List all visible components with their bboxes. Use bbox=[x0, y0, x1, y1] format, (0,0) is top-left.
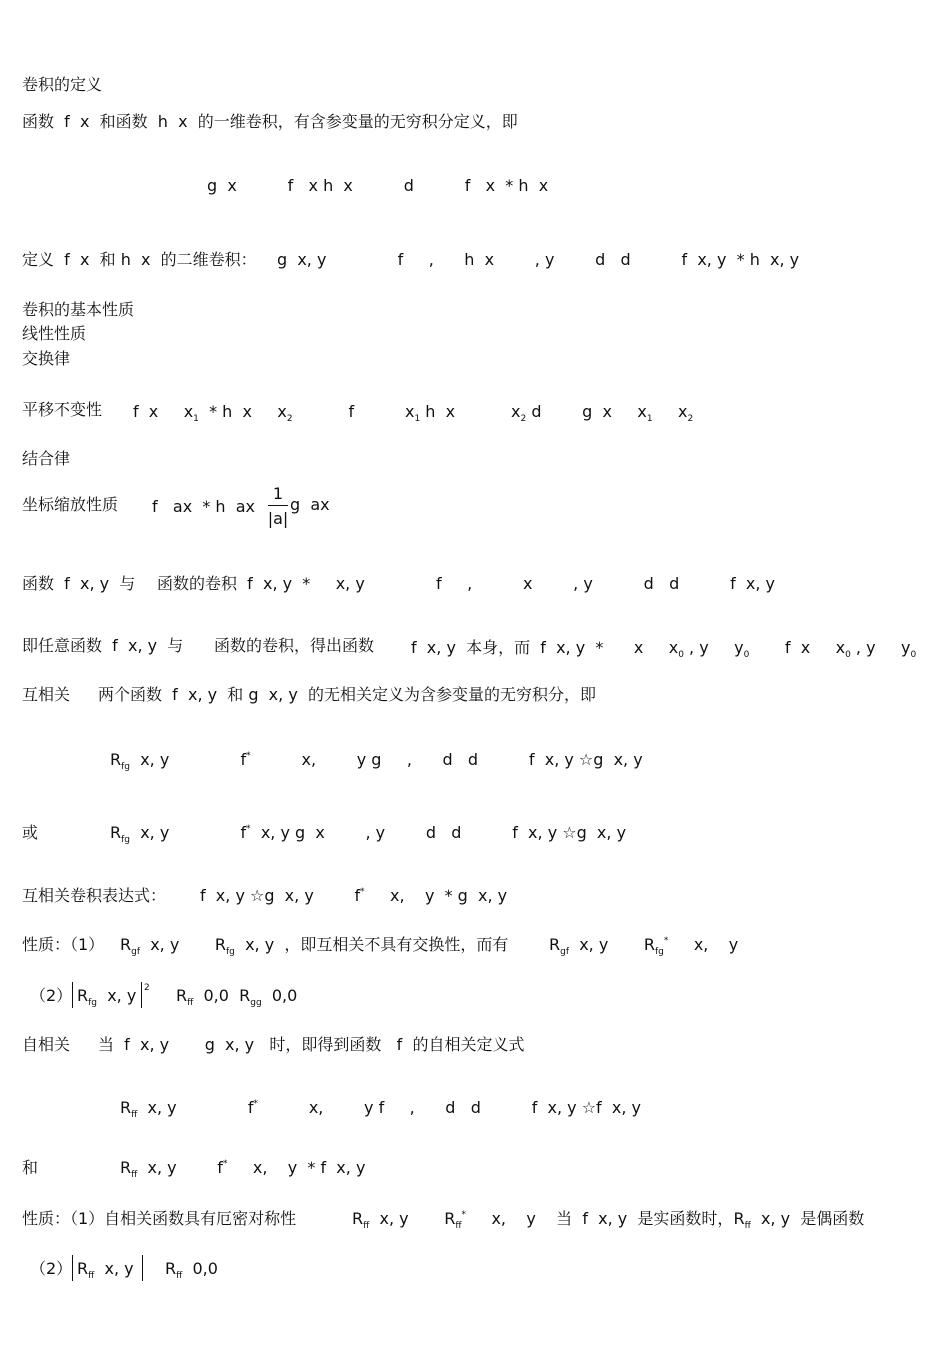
heading-autocorrelation: 自相关 bbox=[22, 1035, 71, 1054]
heading-associative: 结合律 bbox=[22, 449, 71, 468]
text-any-function-label: 即任意函数 f x, y 与 bbox=[22, 636, 184, 655]
heading-cross-correlation: 互相关 bbox=[22, 685, 71, 704]
formula-cross-correlation-property-1: $R_{gf}$ x, y $R_{fg}$ x, y ，即互相关不具有交换性，而有 bbox=[120, 935, 509, 957]
heading-commutative: 交换律 bbox=[22, 349, 71, 368]
text-1d-convolution-intro: 函数 f x 和函数 h x 的一维卷积，有含参变量的无穷积分定义，即 bbox=[22, 112, 518, 131]
fraction-denominator: |a| bbox=[267, 509, 289, 528]
text-2d-convolution-label: 定义 f x 和 h x 的二维卷积： bbox=[22, 250, 257, 269]
formula-scaling-left: f ax * h ax bbox=[152, 497, 256, 516]
text-cross-correlation-expression-label: 互相关卷积表达式： bbox=[22, 886, 167, 905]
heading-scaling: 坐标缩放性质 bbox=[22, 495, 119, 514]
formula-abs-autocorrelation: $R_{ff}$ x, y bbox=[77, 1259, 134, 1281]
formula-cross-correlation-bound: $R_{ff}$ 0,0 $R_{gg}$ 0,0 bbox=[176, 986, 298, 1008]
formula-2d-convolution: g x, y f , h x , y d d f x, y * h x, y bbox=[277, 250, 800, 269]
text-property-2-label: （2） bbox=[30, 986, 73, 1005]
fraction-bar bbox=[268, 505, 288, 506]
formula-autocorrelation-hermitian: $R_{ff}$ x, y $R_{ff}^*$ x, y 当 f x, y 是实函数时，$R_{ff}$ x, y 是偶函数 bbox=[352, 1209, 865, 1231]
heading-shift-invariance: 平移不变性 bbox=[22, 400, 103, 419]
formula-scaling-right: g ax bbox=[290, 495, 330, 514]
formula-abs-cross-correlation: $R_{fg}$ x, y bbox=[77, 986, 137, 1008]
abs-bar-left-2 bbox=[72, 1255, 73, 1281]
formula-1d-convolution: g x f x h x d f x * h x bbox=[207, 176, 549, 195]
formula-autocorrelation-bound: $R_{ff}$ 0,0 bbox=[165, 1259, 218, 1281]
section-title-convolution-definition: 卷积的定义 bbox=[22, 75, 103, 94]
text-autocorrelation-property-2-label: （2） bbox=[30, 1259, 73, 1278]
formula-cross-correlation-2: $R_{fg}$ x, y f* x, y g x , y d d f x, y ☆g x, y bbox=[110, 823, 627, 845]
text-property-1-label: 性质：（1） bbox=[22, 935, 105, 954]
text-and: 和 bbox=[22, 1158, 39, 1177]
text-autocorrelation-property-1: 性质：（1）自相关函数具有厄密对称性 bbox=[22, 1209, 297, 1228]
exponent-2: 2 bbox=[144, 983, 150, 993]
text-autocorrelation-intro: 当 f x, y g x, y 时，即得到函数 f 的自相关定义式 bbox=[98, 1035, 525, 1054]
formula-delta-convolution: 函数的卷积 f x, y * x, y f , x , y d d f x, y bbox=[157, 574, 776, 593]
formula-cross-correlation-convolution: f x, y ☆g x, y f* x, y * g x, y bbox=[200, 886, 508, 905]
abs-bar-left bbox=[72, 982, 73, 1008]
formula-cross-correlation-1: $R_{fg}$ x, y f* x, y g , d d f x, y ☆g x, y bbox=[110, 750, 643, 772]
text-cross-correlation-intro: 两个函数 f x, y 和 g x, y 的无相关定义为含参变量的无穷积分，即 bbox=[98, 685, 596, 704]
formula-cross-correlation-hermitian: $R_{gf}$ x, y $R_{fg}^*$ x, y bbox=[549, 935, 739, 957]
abs-bar-right bbox=[141, 982, 142, 1008]
abs-bar-right-2 bbox=[142, 1255, 143, 1281]
text-or: 或 bbox=[22, 823, 39, 842]
fraction-numerator: 1 bbox=[272, 484, 284, 503]
formula-shift-invariance: f x $x_1$ * h x $x_2$ f $x_1$ h x $x_2$ d g x $x_1$ $x_2$ bbox=[133, 402, 694, 424]
section-title-basic-properties: 卷积的基本性质 bbox=[22, 300, 135, 319]
formula-delta-shift: f x, y 本身，而 f x, y * x $x_0$ , y $y_0$ f x $x_0$ , y $y_0$ bbox=[411, 638, 917, 660]
heading-linearity: 线性性质 bbox=[22, 324, 87, 343]
text-any-function-mid: 函数的卷积，得出函数 bbox=[214, 636, 375, 655]
formula-autocorrelation-1: $R_{ff}$ x, y f* x, y f , d d f x, y ☆f x, y bbox=[120, 1098, 641, 1120]
text-delta-convolution-label: 函数 f x, y 与 bbox=[22, 574, 136, 593]
formula-autocorrelation-2: $R_{ff}$ x, y f* x, y * f x, y bbox=[120, 1158, 366, 1180]
